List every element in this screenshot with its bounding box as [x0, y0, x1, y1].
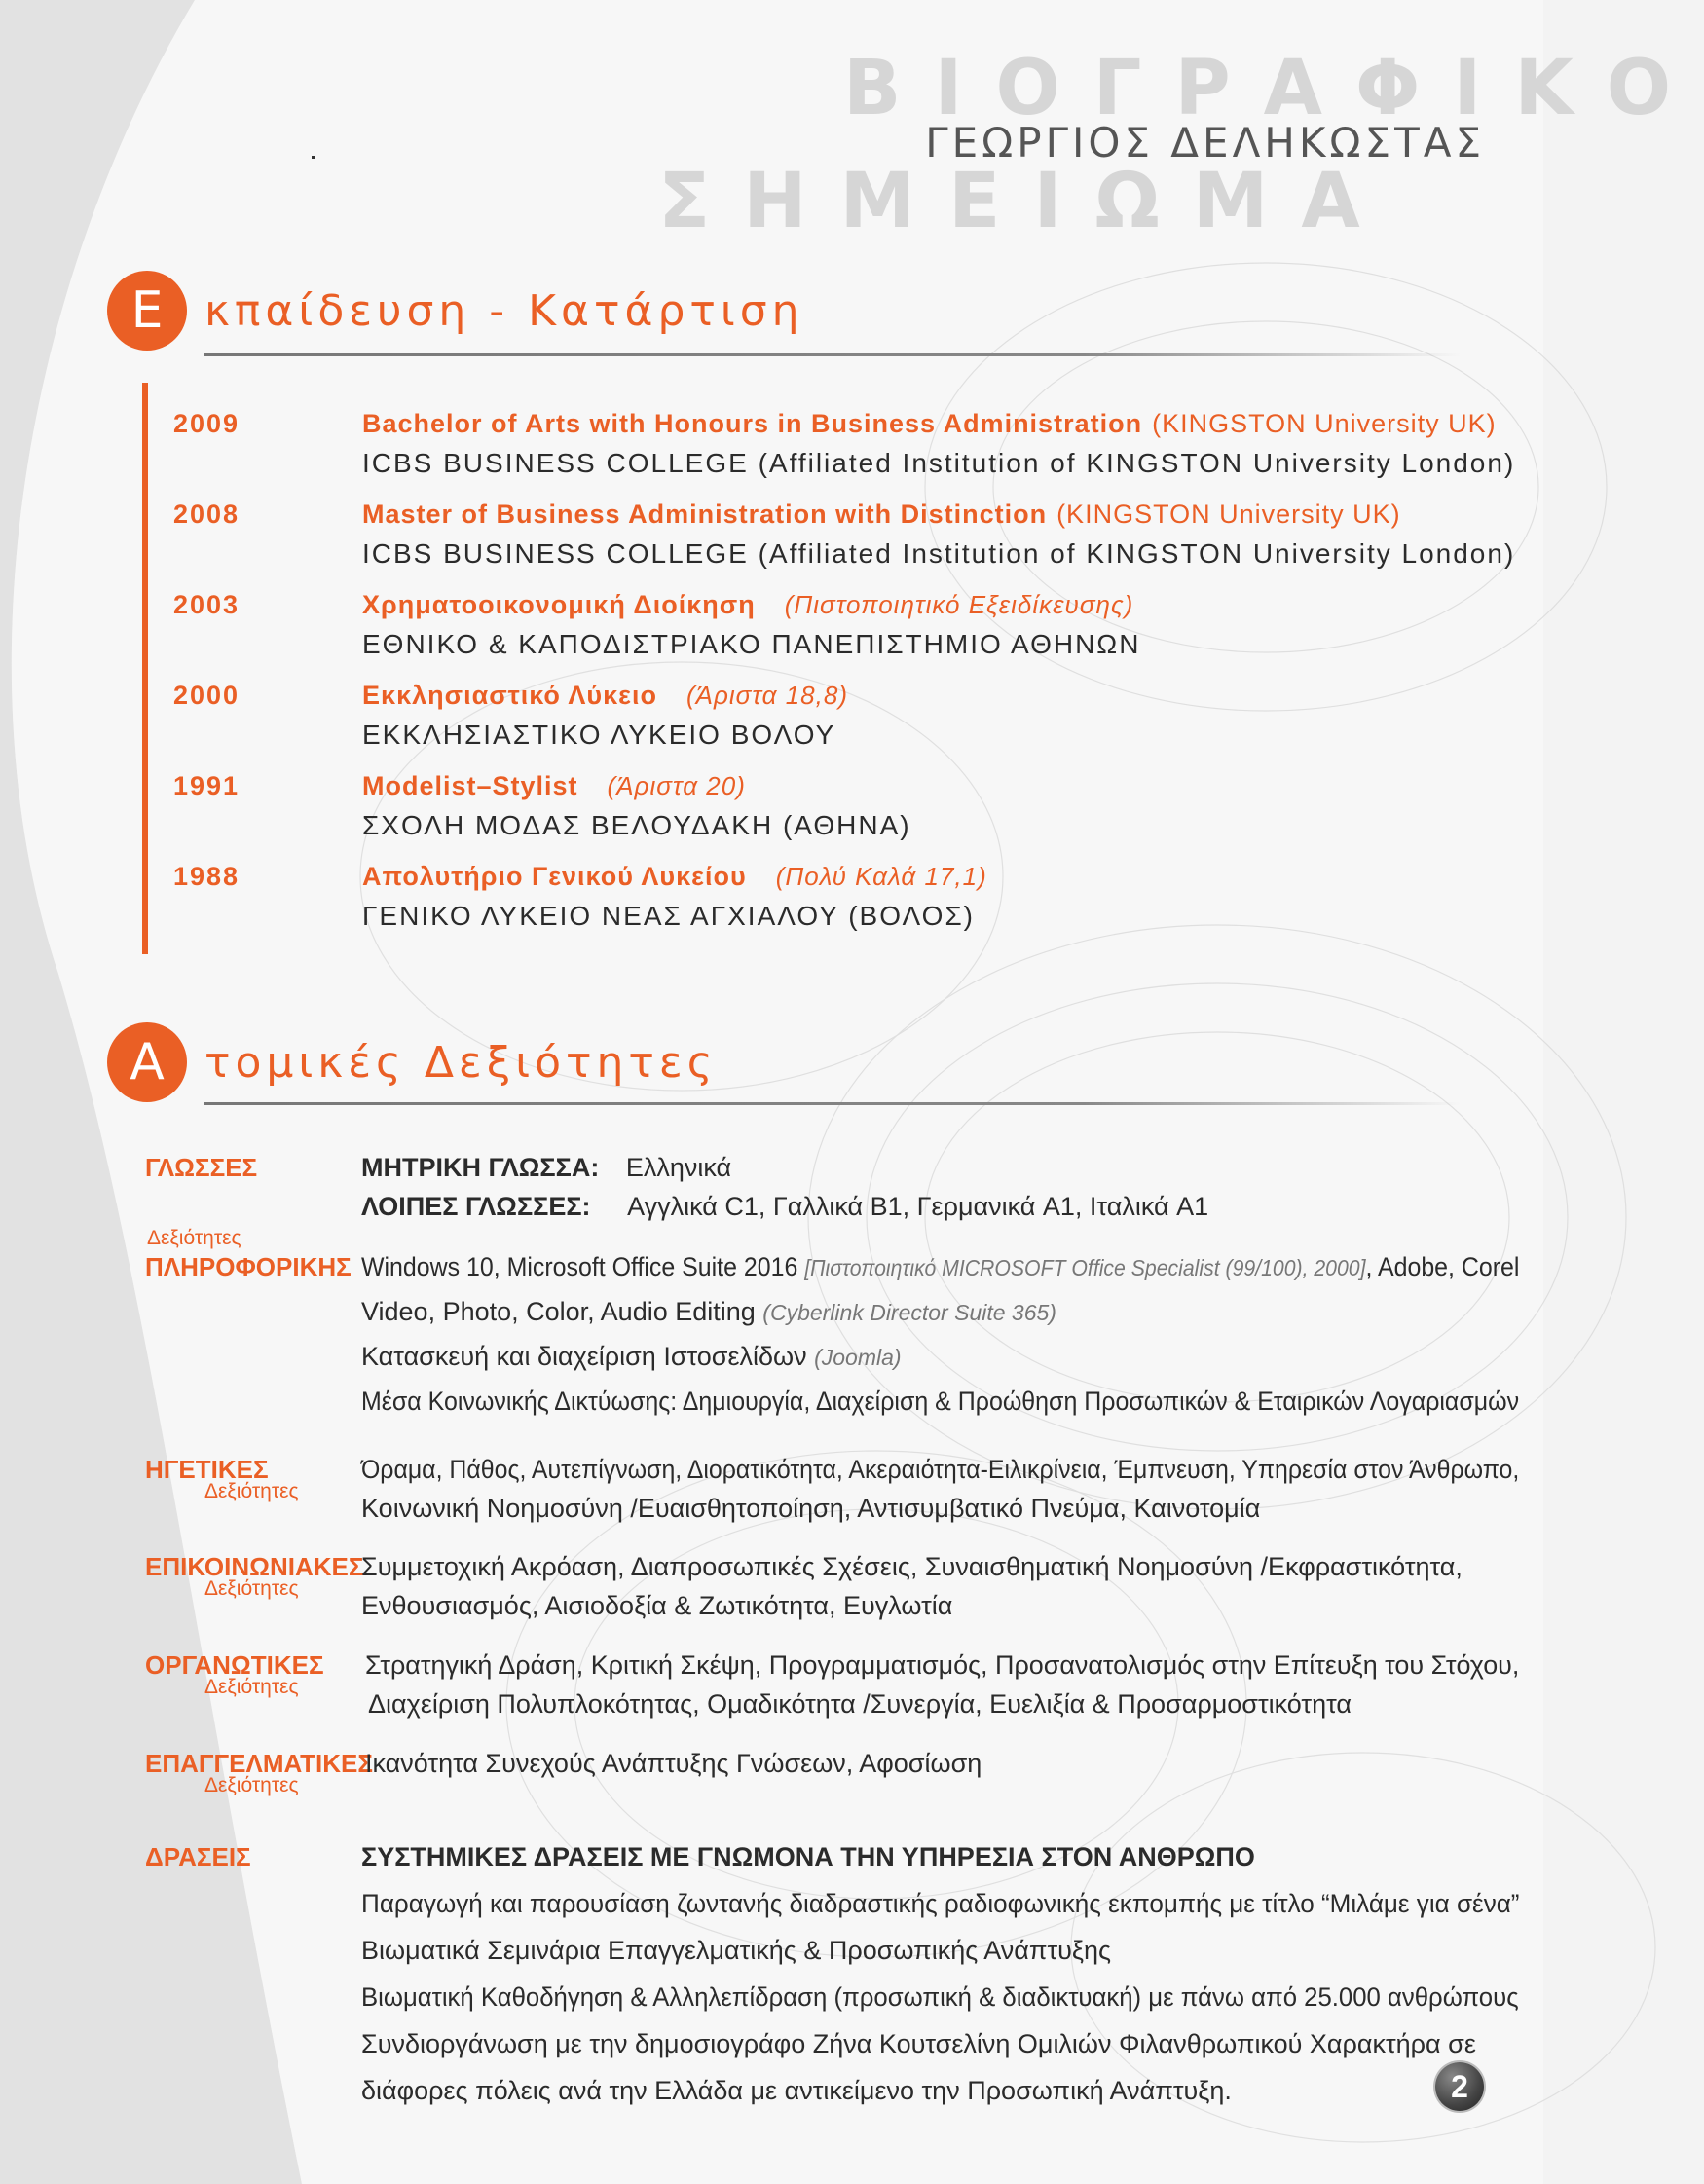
it-line-1: [361, 1252, 1519, 1282]
person-name: ΓΕΩΡΓΙΟΣ ΔΕΛΗΚΩΣΤΑΣ: [925, 119, 1485, 167]
education-degree: Modelist–Stylist: [362, 771, 578, 800]
education-initial: Ε: [107, 271, 187, 351]
actions-line-1: Παραγωγή και παρουσίαση ζωντανής διαδραστικής ραδιοφωνικής εκπομπής με τίτλο “Μιλάμε για σένα”: [361, 1889, 1520, 1918]
education-note: (KINGSTON University UK): [1152, 409, 1497, 438]
professional-line-1: Ικανότητα Συνεχούς Ανάπτυξης Γνώσεων, Αφοσίωση: [365, 1749, 982, 1778]
other-languages-value: Αγγλικά C1, Γαλλικά B1, Γερμανικά A1, Ιταλικά A1: [627, 1192, 1209, 1221]
organizational-sub-label: Δεξιότητες: [204, 1676, 299, 1698]
it-sub-label: Δεξιότητες: [147, 1227, 241, 1249]
other-languages-line: [361, 1192, 1208, 1222]
education-note: (Πολύ Καλά 17,1): [775, 862, 987, 891]
communication-line-2: Ενθουσιασμός, Αισιοδοξία & Ζωτικότητα, Ευγλωτία: [361, 1591, 953, 1620]
education-degree: Bachelor of Arts with Honours in Business Administration: [362, 409, 1143, 438]
languages-label: ΓΛΩΣΣΕΣ: [145, 1153, 258, 1182]
it-line-2b: (Cyberlink Director Suite 365): [762, 1300, 1056, 1325]
it-line-3b: (Joomla): [814, 1345, 902, 1370]
native-language-line: [361, 1153, 731, 1183]
education-year: 2009: [173, 409, 241, 438]
other-languages-label: ΛΟΙΠΕΣ ΓΛΩΣΣΕΣ:: [361, 1192, 591, 1221]
organizational-line-2: Διαχείριση Πολυπλοκότητας, Ομαδικότητα /Συνεργία, Ευελιξία & Προσαρμοστικότητα: [368, 1689, 1352, 1719]
education-year: 2003: [173, 590, 241, 619]
communication-line-1: Συμμετοχική Ακρόαση, Διαπροσωπικές Σχέσεις, Συναισθηματική Νοημοσύνη /Εκφραστικότητα,: [361, 1552, 1463, 1581]
education-year: 2000: [173, 681, 241, 710]
education-degree: Χρηματοοικονομική Διοίκηση: [362, 590, 756, 619]
education-institution: ΣΧΟΛΗ ΜΟΔΑΣ ΒΕΛΟΥΔΑΚΗ (ΑΘΗΝΑ): [362, 810, 911, 840]
education-degree-line: [362, 681, 848, 711]
resume-title-line2: ΣΗΜΕΙΩΜΑ: [658, 158, 1393, 245]
education-year: 1988: [173, 862, 241, 891]
education-year: 2008: [173, 500, 241, 529]
resume-title-line1: ΒΙΟΓΡΑΦΙΚΟ: [843, 45, 1704, 132]
leadership-sub-label: Δεξιότητες: [204, 1480, 299, 1502]
organizational-label: ΟΡΓΑΝΩΤΙΚΕΣ: [145, 1650, 324, 1680]
it-line-3: [361, 1342, 902, 1372]
education-degree: Εκκλησιαστικό Λύκειο: [362, 681, 657, 710]
education-note: (Πιστοποιητικό Εξειδίκευσης): [784, 590, 1134, 619]
it-line-2: [361, 1297, 1056, 1327]
education-institution: ICBS BUSINESS COLLEGE (Affiliated Institution of KINGSTON University London): [362, 538, 1516, 569]
education-year: 1991: [173, 771, 241, 800]
professional-label: ΕΠΑΓΓΕΛΜΑΤΙΚΕΣ: [145, 1749, 373, 1778]
education-note: (KINGSTON University UK): [1056, 500, 1401, 529]
education-title: κπαίδευση - Κατάρτιση: [204, 286, 804, 336]
it-label: ΠΛΗΡΟΦΟΡΙΚΗΣ: [145, 1252, 352, 1281]
professional-sub-label: Δεξιότητες: [204, 1774, 299, 1796]
it-line-4: Μέσα Κοινωνικής Δικτύωσης: Δημιουργία, Διαχείριση & Προώθηση Προσωπικών & Εταιρικών Λογαριασμών: [361, 1387, 1520, 1416]
skills-title: τομικές Δεξιότητες: [204, 1038, 718, 1088]
education-degree-line: [362, 409, 1497, 439]
education-degree-line: [362, 862, 987, 892]
education-degree-line: [362, 590, 1133, 620]
dot-mark: [312, 156, 315, 159]
education-institution: ΓΕΝΙΚΟ ΛΥΚΕΙΟ ΝΕΑΣ ΑΓΧΙΑΛΟΥ (ΒΟΛΟΣ): [362, 901, 976, 931]
leadership-line-2: Κοινωνική Νοημοσύνη /Ευαισθητοποίηση, Αντισυμβατικό Πνεύμα, Καινοτομία: [361, 1494, 1261, 1523]
organizational-line-1: Στρατηγική Δράση, Κριτική Σκέψη, Προγραμματισμός, Προσανατολισμός στην Επίτευξη του Στόχου,: [365, 1650, 1520, 1680]
education-timeline-bar: [142, 383, 148, 954]
native-language-label: ΜΗΤΡΙΚΗ ΓΛΩΣΣΑ:: [361, 1153, 600, 1182]
skills-divider: [204, 1102, 1461, 1105]
actions-line-4: Συνδιοργάνωση με την δημοσιογράφο Ζήνα Κουτσελίνη Ομιλιών Φιλανθρωπικού Χαρακτήρα σε: [361, 2029, 1476, 2058]
native-language-value: Ελληνικά: [625, 1153, 732, 1182]
it-line-3a: Κατασκευή και διαχείριση Ιστοσελίδων: [361, 1342, 815, 1371]
education-institution: ΕΚΚΛΗΣΙΑΣΤΙΚΟ ΛΥΚΕΙΟ ΒΟΛΟΥ: [362, 720, 836, 750]
actions-line-5: διάφορες πόλεις ανά την Ελλάδα με αντικείμενο την Προσωπική Ανάπτυξη.: [361, 2076, 1232, 2105]
education-note: (Άριστα 20): [607, 771, 746, 800]
education-divider: [204, 353, 1461, 356]
actions-line-2: Βιωματικά Σεμινάρια Επαγγελματικής & Προσωπικής Ανάπτυξης: [361, 1936, 1112, 1965]
education-degree-line: [362, 500, 1401, 530]
actions-heading: ΣΥΣΤΗΜΙΚΕΣ ΔΡΑΣΕΙΣ ΜΕ ΓΝΩΜΟΝΑ ΤΗΝ ΥΠΗΡΕΣΙΑ ΣΤΟΝ ΑΝΘΡΩΠΟ: [361, 1842, 1255, 1871]
education-degree-line: [362, 771, 746, 801]
page-number-badge: 2: [1435, 2062, 1484, 2111]
it-line-1c: , Adobe, Corel: [1365, 1252, 1520, 1281]
actions-label: ΔΡΑΣΕΙΣ: [145, 1842, 251, 1871]
skills-initial: Α: [107, 1022, 187, 1102]
it-line-1a: Windows 10, Microsoft Office Suite 2016: [361, 1252, 805, 1281]
education-degree: Master of Business Administration with Distinction: [362, 500, 1048, 529]
communication-label: ΕΠΙΚΟΙΝΩΝΙΑΚΕΣ: [145, 1552, 364, 1581]
education-note: (Άριστα 18,8): [685, 681, 848, 710]
it-line-1b: [Πιστοποιητικό MICROSOFT Office Specialist (99/100), 2000]: [804, 1255, 1366, 1280]
leadership-label: ΗΓΕΤΙΚΕΣ: [145, 1455, 269, 1484]
it-line-2a: Video, Photo, Color, Audio Editing: [361, 1297, 763, 1326]
education-degree: Απολυτήριο Γενικού Λυκείου: [362, 862, 747, 891]
education-institution: ICBS BUSINESS COLLEGE (Affiliated Institution of KINGSTON University London): [362, 448, 1516, 478]
education-institution: ΕΘΝΙΚΟ & ΚΑΠΟΔΙΣΤΡΙΑΚΟ ΠΑΝΕΠΙΣΤΗΜΙΟ ΑΘΗΝΩΝ: [362, 629, 1141, 659]
communication-sub-label: Δεξιότητες: [204, 1577, 299, 1600]
leadership-line-1: Όραμα, Πάθος, Αυτεπίγνωση, Διορατικότητα, Ακεραιότητα-Ειλικρίνεια, Έμπνευση, Υπηρεσία στον Άνθρωπο,: [361, 1455, 1520, 1484]
actions-line-3: Βιωματική Καθοδήγηση & Αλληλεπίδραση (προσωπική & διαδικτυακή) με πάνω από 25.000 ανθρώπους: [361, 1982, 1519, 2012]
